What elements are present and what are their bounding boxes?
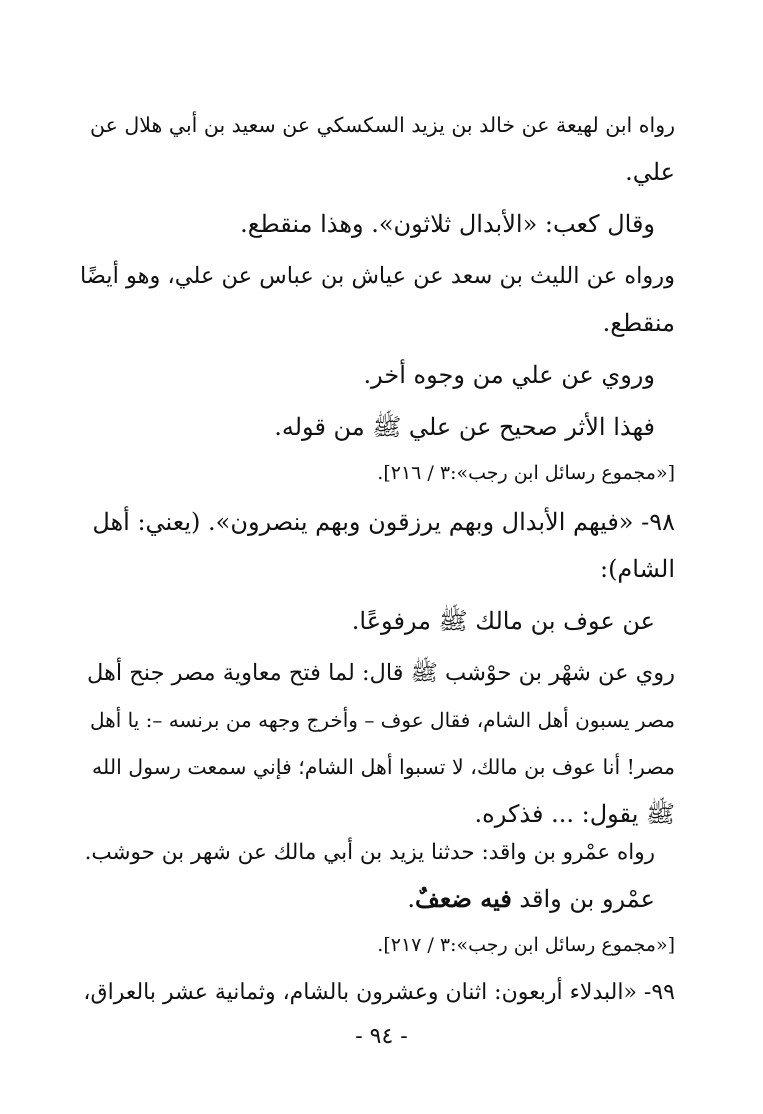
reference-citation: [«مجموع رسائل ابن رجب»:٣ / ٢١٦]. [377, 462, 675, 484]
text-line: عن عوف بن مالك ﷺ مرفوعًا. [351, 607, 655, 635]
bold-phrase: فيه ضعفٌ [415, 884, 512, 913]
hadith-heading-99: ٩٩- «البدلاء أربعون: اثنان وعشرون بالشام، وثمانية عشر بالعراق، [83, 980, 675, 1005]
text-line: فهذا الأثر صحيح عن علي ﷺ من قوله. [274, 413, 655, 441]
text-line: وقال كعب: «الأبدال ثلاثون». وهذا منقطع. [240, 210, 655, 238]
page-number: - ٩٤ - [355, 1024, 408, 1049]
text-line [407, 882, 655, 916]
hadith-heading-98: ٩٨- «فيهم الأبدال وبهم يرزقون وبهم ينصرون». (يعني: أهل [92, 508, 675, 536]
text-line: ورواه عن الليث بن سعد عن عياش بن عباس عن علي، وهو أيضًا [79, 263, 675, 289]
text-line: الشام): [599, 555, 675, 583]
text-line: مصر! أنا عوف بن مالك، لا تسبوا أهل الشام؛ فإني سمعت رسول الله [92, 755, 675, 779]
reference-citation: [«مجموع رسائل ابن رجب»:٣ / ٢١٧]. [377, 934, 675, 956]
text-span: عمْرو بن واقد [511, 885, 655, 913]
text-line: علي. [625, 158, 675, 186]
text-line: وروي عن علي من وجوه أخر. [363, 361, 655, 389]
text-line: روي عن شهْر بن حوْشب ﷺ قال: لما فتح معاوية مصر جنح أهل [86, 660, 675, 686]
text-line: رواه عمْرو بن واقد: حدثنا يزيد بن أبي مالك عن شهر بن حوشب. [84, 840, 655, 865]
text-line: ﷺ يقول: ... فذكره. [474, 800, 675, 828]
text-span: . [407, 885, 416, 913]
text-line: رواه ابن لهيعة عن خالد بن يزيد السكسكي عن سعيد بن أبي هلال عن [90, 113, 675, 137]
text-line: مصر يسبون أهل الشام، فقال عوف – وأخرج وجهه من برنسه –: يا أهل [90, 708, 675, 732]
text-line: منقطع. [602, 309, 675, 337]
